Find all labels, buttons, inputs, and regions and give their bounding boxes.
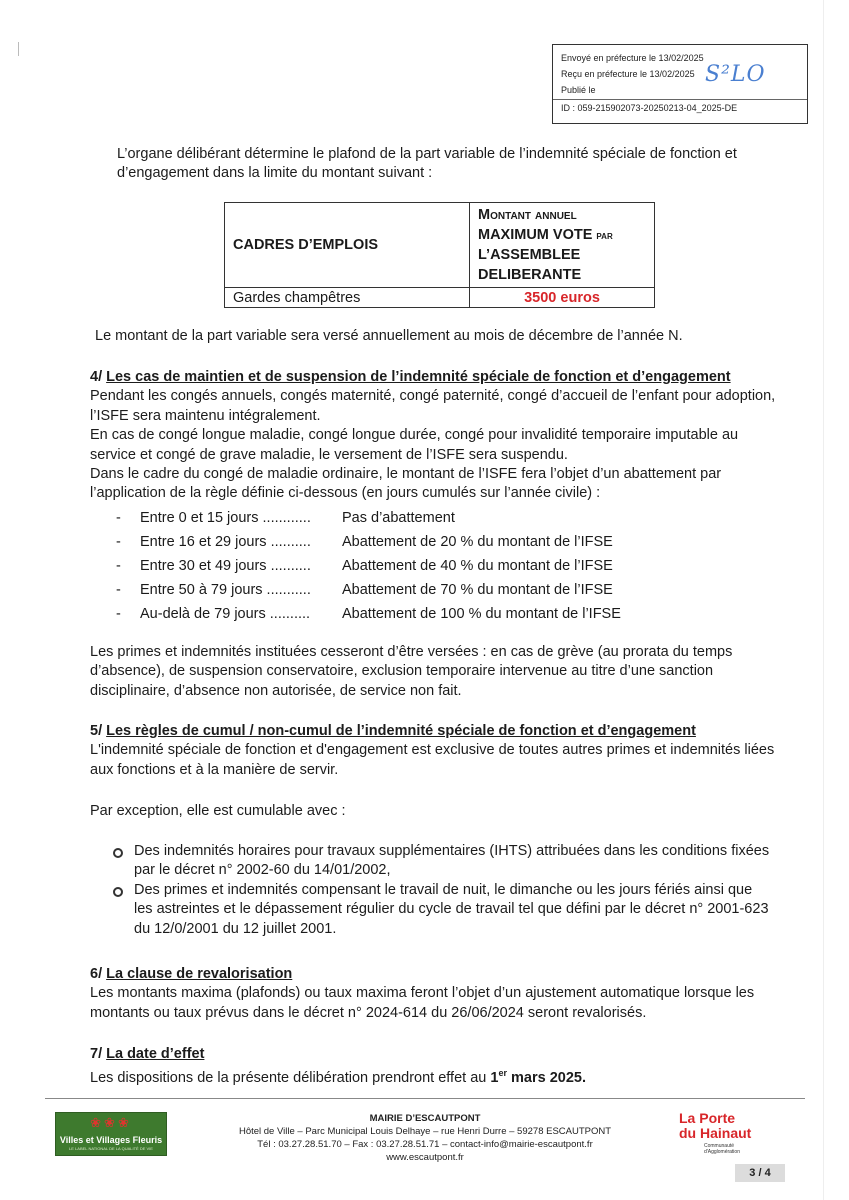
section-6-title: [90, 965, 780, 984]
abatement-row-label: Entre 0 et 15 jours ............: [140, 510, 311, 526]
section-6-p1: Les montants maxima (plafonds) ou taux maxima feront l’objet d’un ajustement automatique lorsque les montants ou taux prévus dans le décret n° 2024-614 du 26/06/2024 seront revalorisés.: [90, 985, 755, 1021]
section-5-title-text: Les règles de cumul / non-cumul de l’indemnité spéciale de fonction et d’engagement: [106, 723, 696, 739]
section-5-number: 5/: [90, 723, 103, 739]
abatement-row-value: Pas d’abattement: [342, 510, 455, 526]
scan-edge: [823, 0, 824, 1200]
porte-du-hainaut-logo: [676, 1110, 786, 1160]
footer-address: [200, 1112, 650, 1164]
table-row-value: 3500 euros: [470, 288, 655, 308]
section-4-p2: En cas de congé longue maladie, congé longue durée, congé pour invalidité temporaire imputable au service et congé de grave maladie, le versement de l’ISFE sera suspendu.: [90, 427, 739, 463]
logo-right-subtext: Communauté d'Agglomération: [704, 1143, 740, 1155]
table-header-amount-line2b: par: [596, 228, 613, 242]
section-7-p1: [90, 1064, 780, 1088]
scan-mark: [18, 42, 19, 56]
bullet-icon: [113, 887, 123, 897]
payment-paragraph: Le montant de la part variable sera versé annuellement au mois de décembre de l’année N.: [95, 328, 683, 344]
stamp-published: Publié le: [561, 85, 596, 95]
section-5: [90, 722, 780, 780]
prefecture-stamp: [552, 44, 808, 124]
footer-website: www.escautpont.fr: [386, 1152, 464, 1163]
stamp-received: Reçu en préfecture le 13/02/2025: [561, 69, 695, 79]
section-7-title: [90, 1045, 780, 1064]
section-7-title-text: La date d’effet: [106, 1046, 205, 1062]
stamp-signature: S²LO: [705, 62, 766, 87]
logo-left-subtext: LE LABEL NATIONAL DE LA QUALITÉ DE VIE: [69, 1146, 153, 1151]
logo-right-line-2: du Hainaut: [679, 1125, 752, 1141]
table-header-amount-line1: Montant annuel: [478, 207, 577, 223]
section-6-title-text: La clause de revalorisation: [106, 966, 293, 982]
abatement-dash: -: [116, 558, 121, 574]
abatement-row-label: Entre 50 à 79 jours ...........: [140, 582, 311, 598]
section-5-title: [90, 722, 780, 741]
section-4-p1: Pendant les congés annuels, congés maternité, congé paternité, congé d’accueil de l’enfant pour adoption, l’ISFE sera maintenu intégralement.: [90, 388, 776, 424]
abatement-row-label: Au-delà de 79 jours ..........: [140, 606, 311, 622]
section-4-p3: Dans le cadre du congé de maladie ordinaire, le montant de l’ISFE fera l’objet d’un abattement par l’application de la règle définie ci-dessous (en jours cumulés sur l’année civile) :: [90, 466, 722, 502]
page-number: 3 / 4: [735, 1164, 785, 1182]
section-5-p1: L'indemnité spéciale de fonction et d'engagement est exclusive de toutes autres primes et indemnités liées aux fonctions et à la manière de servir.: [90, 742, 775, 778]
section-4-title-text: Les cas de maintien et de suspension de l’indemnité spéciale de fonction et d’engagement: [106, 369, 731, 385]
footer-line-1: Hôtel de Ville – Parc Municipal Louis Delhaye – rue Henri Durre – 59278 ESCAUTPONT: [238, 1126, 612, 1137]
footer-line-2: Tél : 03.27.28.51.70 – Fax : 03.27.28.51.71 – contact-info@mairie-escautpont.fr: [257, 1139, 593, 1150]
abatement-dash: -: [116, 582, 121, 598]
section-7-date-end: mars 2025.: [506, 1070, 586, 1087]
table-header-amount-line4: DELIBERANTE: [478, 267, 582, 283]
abatement-row-value: Abattement de 40 % du montant de l’IFSE: [342, 558, 613, 574]
section-4: [90, 368, 780, 504]
abatement-dash: -: [116, 510, 121, 526]
table-header-cadres: CADRES D’EMPLOIS: [225, 203, 470, 288]
abatement-row-label: Entre 16 et 29 jours ..........: [140, 534, 311, 550]
stamp-sent: Envoyé en préfecture le 13/02/2025: [561, 53, 704, 63]
logo-right-line-1: La Porte: [679, 1110, 736, 1126]
section-4-title: [90, 368, 780, 387]
footer-title: MAIRIE D’ESCAUTPONT: [369, 1113, 481, 1124]
section-7-date-sup: er: [498, 1068, 507, 1079]
table-header-amount-line2: MAXIMUM VOTE: [478, 227, 593, 243]
cumul-bullet-1: Des indemnités horaires pour travaux supplémentaires (IHTS) attribuées dans les conditions fixées par le décret n° 2002-60 du 14/01/2002,: [134, 843, 770, 879]
section-4-number: 4/: [90, 369, 103, 385]
abatement-row-value: Abattement de 70 % du montant de l’IFSE: [342, 582, 613, 598]
section-6: [90, 965, 780, 1023]
section-7: [90, 1045, 780, 1089]
section-6-number: 6/: [90, 966, 103, 982]
cumul-bullet-2: Des primes et indemnités compensant le travail de nuit, le dimanche ou les jours fériés ainsi que les astreintes et le dépassement régulier du cycle de travail tel que défini par le décret n° 2001-623 du 12/0/2001 du 12 juillet 2001.: [134, 882, 769, 937]
bullet-icon: [113, 848, 123, 858]
logo-left-text: Villes et Villages Fleuris: [59, 1135, 163, 1145]
abatement-dash: -: [116, 606, 121, 622]
villes-villages-fleuris-logo: [55, 1112, 167, 1156]
abatement-row-value: Abattement de 20 % du montant de l’IFSE: [342, 534, 613, 550]
intro-paragraph: L’organe délibérant détermine le plafond de la part variable de l’indemnité spéciale de fonction et d’engagement dans la limite du montant suivant :: [117, 146, 737, 182]
section-5-p2: Par exception, elle est cumulable avec :: [90, 803, 346, 819]
section-7-number: 7/: [90, 1046, 103, 1062]
stamp-id: ID : 059-215902073-20250213-04_2025-DE: [553, 99, 807, 116]
table-header-amount: [470, 203, 655, 288]
table-header-amount-line3: L’ASSEMBLEE: [478, 247, 581, 263]
ceiling-table: [224, 202, 655, 308]
abatement-dash: -: [116, 534, 121, 550]
footer-divider: [45, 1098, 805, 1099]
section-4-p4: Les primes et indemnités instituées cesseront d’être versées : en cas de grève (au prorata du temps d’absence), de suspension conservatoire, exclusion temporaire intervenue au titre d’une sanction disciplinaire, d’absence non autorisée, de service non fait.: [90, 644, 733, 699]
section-7-date-day: 1: [490, 1070, 499, 1087]
abatement-row-label: Entre 30 et 49 jours ..........: [140, 558, 311, 574]
section-7-text-start: Les dispositions de la présente délibération prendront effet au: [90, 1070, 491, 1087]
flower-icon: ❀❀❀: [90, 1115, 132, 1130]
table-row-label: Gardes champêtres: [225, 288, 470, 308]
abatement-row-value: Abattement de 100 % du montant de l’IFSE: [342, 606, 621, 622]
